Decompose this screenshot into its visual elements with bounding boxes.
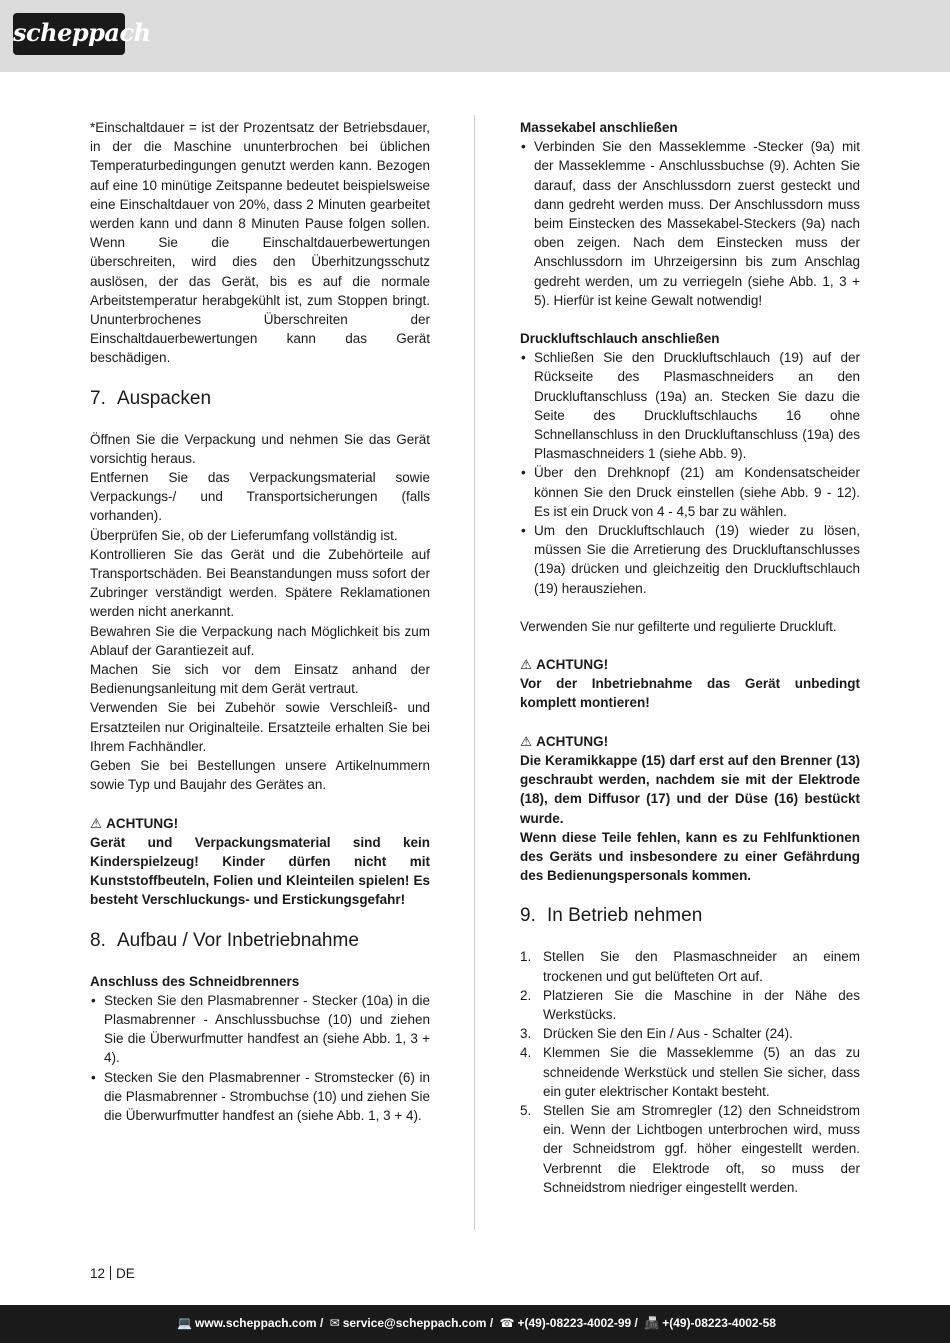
unpack-paragraph: Verwenden Sie bei Zubehör sowie Verschleiß- und Ersatzteilen nur Originalteile. Ersatzteile erhalten Sie bei Ihrem Fachhändler. — [90, 700, 430, 754]
footer-website[interactable]: www.scheppach.com — [195, 1316, 317, 1330]
section-7-number: 7. — [90, 387, 106, 409]
unpack-paragraph: Überprüfen Sie, ob der Lieferumfang vollständig ist. — [90, 527, 398, 543]
warning-text: Vor der Inbetriebnahme das Gerät unbedingt komplett montieren! — [520, 676, 860, 711]
list-item: 1. Stellen Sie den Plasmaschneider an einem trockenen und gut belüfteten Ort auf. — [520, 949, 860, 984]
page-language: DE — [116, 1266, 135, 1281]
right-column — [520, 118, 860, 1197]
section-8-heading — [90, 929, 430, 953]
subheading-air-hose: Druckluftschlauch anschließen — [520, 331, 720, 347]
list-item: 4. Klemmen Sie die Masseklemme (5) an das zu schneidende Werkstück und stellen Sie sicher, dass ein guter elektrischer Kontakt besteht. — [520, 1045, 860, 1099]
list-item: 3. Drücken Sie den Ein / Aus - Schalter (24). — [520, 1026, 793, 1042]
ground-cable-list — [520, 137, 860, 310]
page-separator — [110, 1266, 111, 1280]
warning-icon: ⚠ — [520, 733, 533, 749]
unpack-paragraph: Entfernen Sie das Verpackungsmaterial sowie Verpackungs-/ und Transportsicherungen (falls vorhanden). — [90, 470, 430, 524]
footer-contact: 💻 www.scheppach.com / ✉ service@scheppach.com / ☎ +(49)-08223-4002-99 / 📠 +(49)-08223-4002-58 — [177, 1316, 776, 1330]
unpack-paragraph: Machen Sie sich vor dem Einsatz anhand der Bedienungsanleitung mit dem Gerät vertraut. — [90, 662, 430, 697]
unpack-paragraph: Bewahren Sie die Verpackung nach Möglichkeit bis zum Ablauf der Garantiezeit auf. — [90, 623, 430, 658]
subheading-ground-cable: Massekabel anschließen — [520, 120, 678, 135]
fax-icon: 📠 — [644, 1316, 660, 1330]
unpack-paragraph: Öffnen Sie die Verpackung und nehmen Sie das Gerät vorsichtig heraus. — [90, 431, 430, 466]
list-item: 5. Stellen Sie am Stromregler (12) den Schneidstrom ein. Wenn der Lichtbogen unterbrochen wird, muss der Schneidstrom ggf. höher eingestellt werden. Verbrennt die Elektrode oft, so muss der Schneidstrom niedriger eingestellt werden. — [520, 1102, 860, 1195]
air-hose-list — [520, 348, 860, 598]
warning-text: Die Keramikkappe (15) darf erst auf den Brenner (13) geschraubt werden, nachdem sie mit der Elektrode (18), dem Diffusor (17) und der Düse (16) bestückt wurde. — [520, 752, 860, 826]
warning-title: ⚠ ACHTUNG! — [90, 814, 430, 833]
section-9-number: 9. — [520, 905, 536, 927]
section-8-number: 8. — [90, 929, 106, 951]
column-divider — [474, 115, 475, 1230]
section-9-heading — [520, 904, 860, 928]
mail-icon: ✉ — [329, 1316, 340, 1330]
unpack-paragraph: Geben Sie bei Bestellungen unsere Artikelnummern sowie Typ und Baujahr des Gerätes an. — [90, 758, 430, 793]
filtered-air-note: Verwenden Sie nur gefilterte und regulierte Druckluft. — [520, 618, 837, 634]
list-item: • Stecken Sie den Plasmabrenner - Stromstecker (6) in die Plasmabrenner - Strombuchse (10) und ziehen Sie die Überwurfmutter handfest an (siehe Abb. 1, 3 + 4). — [90, 1068, 430, 1126]
list-item: • Über den Drehknopf (21) am Kondensatscheider können Sie den Druck einstellen (siehe Abb. 9 - 12). Es ist ein Druck von 4 - 4,5 bar zu wählen. — [520, 463, 860, 521]
page-number-value: 12 — [90, 1266, 106, 1281]
section-7-heading — [90, 387, 430, 411]
list-item: • Schließen Sie den Druckluftschlauch (19) auf der Rückseite des Plasmaschneiders an den Druckluftanschluss (19a) an. Stecken Sie dazu die Seite des Druckluftschlauchs 16 ohne Schnellanschluss in den Druckluftanschluss (19a) des Plasmaschneiders 1 (siehe Abb. 9). — [520, 348, 860, 463]
list-item: • Um den Druckluftschlauch (19) wieder zu lösen, müssen Sie die Arretierung des Druckluftanschlusses (19a) drücken und gleichzeitig den Druckluftschlauch (19) herausziehen. — [520, 521, 860, 598]
duty-cycle-note: *Einschaltdauer = ist der Prozentsatz der Betriebsdauer, in der die Maschine ununterbrochen bei üblichen Temperaturbedingungen genutzt werden kann. Bezogen auf eine 10 minütige Zeitspanne bedeutet beispielsweise eine Einschaltdauer von 20%, dass 2 Minuten gearbeitet werden kann und dann 8 Minuten Pause folgen sollen. Wenn Sie die Einschaltdauerbewertungen überschreiten, wird dies den Überhitzungsschutz auslösen, der das Gerät, bis es auf die normale Arbeitstemperatur herabgekühlt ist, zum Stoppen bringt. Ununterbrochenes Überschreiten der Einschaltdauerbewertungen kann das Gerät beschädigen. — [90, 120, 430, 366]
operation-steps — [520, 947, 860, 1197]
list-item: • Stecken Sie den Plasmabrenner - Stecker (10a) in die Plasmabrenner - Anschlussbuchse (10) und ziehen Sie die Überwurfmutter handfest an (siehe Abb. 1, 3 + 4). — [90, 991, 430, 1068]
warning-title: ⚠ ACHTUNG! — [520, 655, 860, 674]
footer-phone: +(49)-08223-4002-99 — [517, 1316, 632, 1330]
list-item: 2. Platzieren Sie die Maschine in der Nähe des Werkstücks. — [520, 987, 860, 1022]
footer-email[interactable]: service@scheppach.com — [342, 1316, 487, 1330]
subheading-torch-connection: Anschluss des Schneidbrenners — [90, 973, 300, 989]
warning-icon: ⚠ — [520, 657, 533, 673]
brand-logo-text: scheppach — [13, 18, 151, 47]
brand-logo — [13, 13, 151, 55]
list-item: • Verbinden Sie den Masseklemme -Stecker (9a) mit der Masseklemme - Anschlussbuchse (9). Achten Sie darauf, dass der Anschlussdorn zuerst gesteckt und dann gedreht werden muss. Der Anschlussdorn muss beim Einstecken des Massekabel-Steckers (9a) nach oben zeigen. Nach dem Einstecken muss der Anschlussdorn im Uhrzeigersinn bis zum Anschlag gedreht werden, um zu verriegeln (siehe Abb. 1, 3 + 5). Hierfür ist keine Gewalt notwendig! — [520, 137, 860, 310]
header-band — [0, 0, 950, 72]
section-7-title: Auspacken — [117, 387, 212, 409]
warning-text: Gerät und Verpackungsmaterial sind kein Kinderspielzeug! Kinder dürfen nicht mit Kunststoffbeuteln, Folien und Kleinteilen spielen! Es besteht Verschluckungs- und Erstickungsgefahr! — [90, 834, 430, 908]
phone-icon: ☎ — [499, 1316, 515, 1330]
torch-connection-list — [90, 991, 430, 1125]
section-8-title: Aufbau / Vor Inbetriebnahme — [117, 929, 359, 951]
computer-icon: 💻 — [177, 1316, 192, 1330]
left-column — [90, 118, 430, 1125]
footer-fax: +(49)-08223-4002-58 — [662, 1316, 776, 1330]
unpack-paragraph: Kontrollieren Sie das Gerät und die Zubehörteile auf Transportschäden. Bei Beanstandungen muss sofort der Zubringer verständigt werden. Spätere Reklamationen werden nicht anerkannt. — [90, 546, 430, 620]
warning-text: Wenn diese Teile fehlen, kann es zu Fehlfunktionen des Geräts und insbesondere zu einer Gefährdung des Bedienungspersonals kommen. — [520, 829, 860, 884]
warning-title: ⚠ ACHTUNG! — [520, 732, 860, 751]
page-number — [90, 1264, 135, 1283]
warning-icon: ⚠ — [90, 815, 103, 831]
section-9-title: In Betrieb nehmen — [547, 905, 703, 927]
